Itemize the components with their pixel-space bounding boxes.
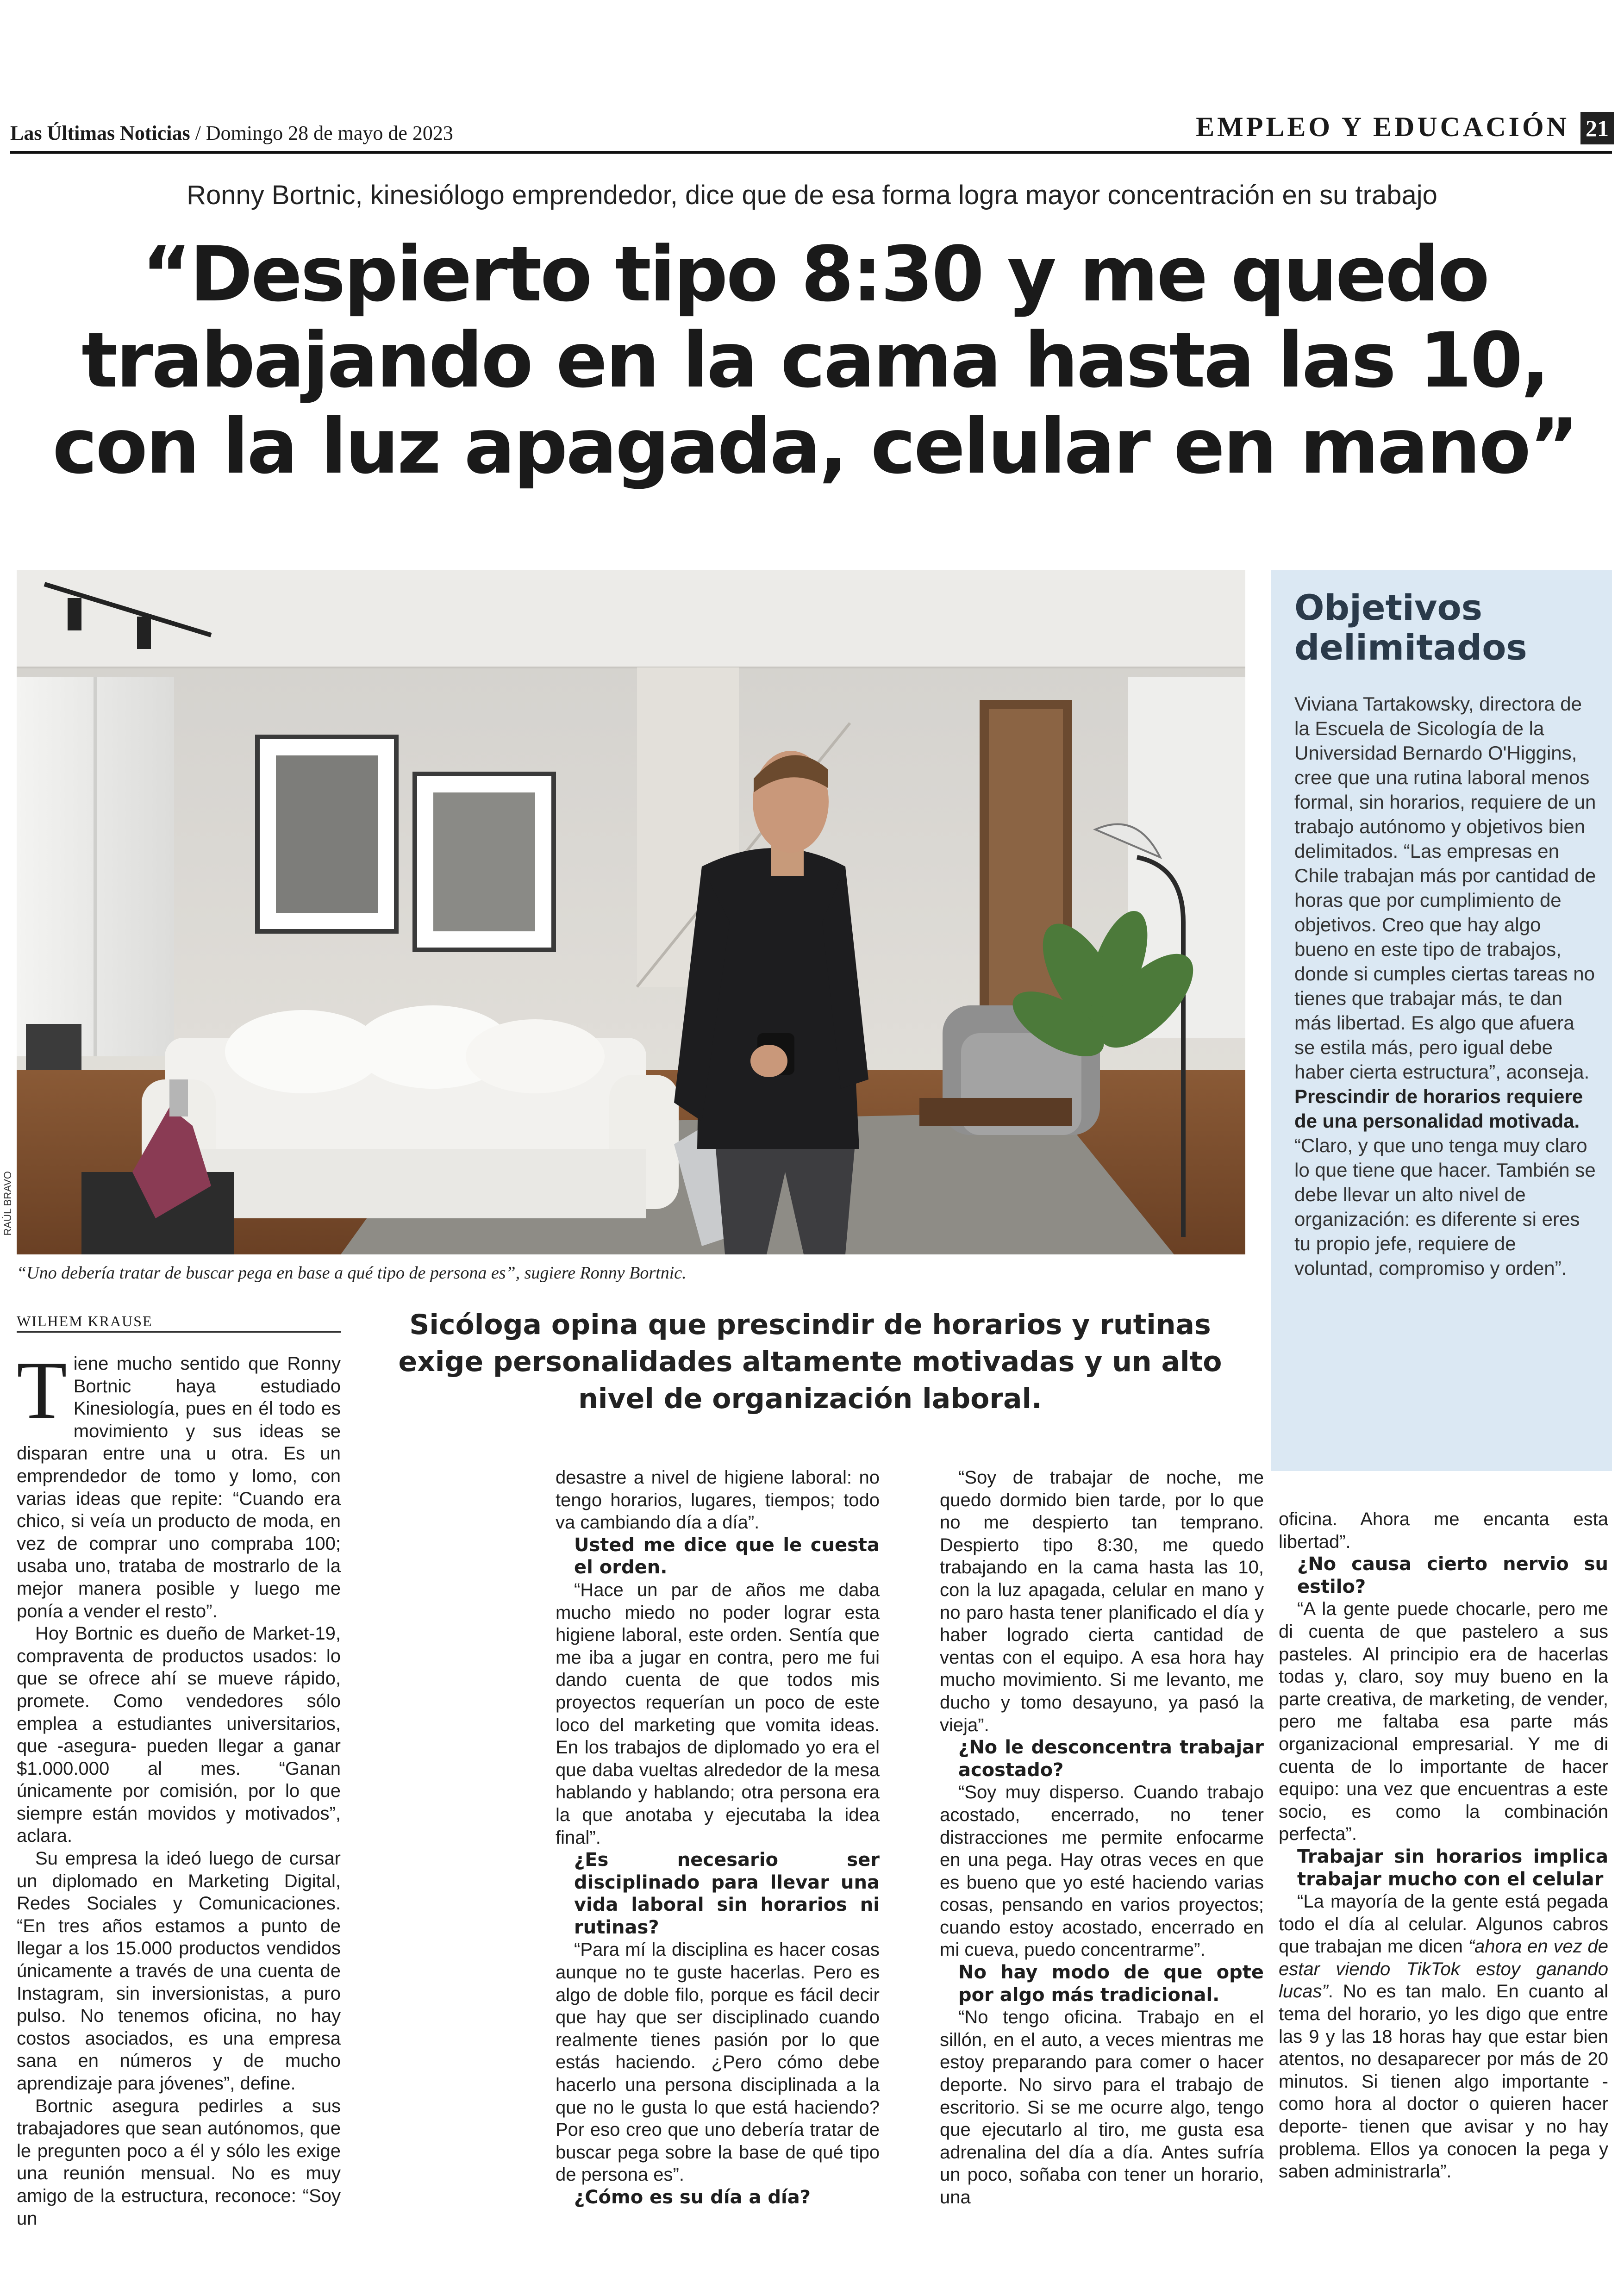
section-name: EMPLEO Y EDUCACIÓN: [1196, 112, 1569, 142]
article-photo: [17, 570, 1245, 1254]
article-paragraph: “La mayoría de la gente está pegada todo el día al celular. Algunos cabros que trabajan me dicen “ahora en vez de estar viendo TikTok estoy ganando lucas”. No es tan malo. En cuanto al tema del horario, yo les digo que entre las 9 y las 18 horas hay que estar bien atentos, no desaparecer por más de 20 minutos. Si tienen algo importante -como hora al doctor o quieren hacer deporte- tienen que avisar y no hay problema. Ellos ya conocen la pega y saben administrarla”.: [1279, 1891, 1608, 2182]
newspaper-name: Las Últimas Noticias: [10, 122, 190, 144]
header-rule: [10, 151, 1612, 154]
interview-question: Usted me dice que le cuesta el orden.: [574, 1534, 880, 1578]
article-column-2: [556, 1466, 880, 2209]
article-paragraph: “A la gente puede chocarle, pero me di cuenta de que pastelero a sus pasteles. Al principio era de hacerlas todas y, claro, soy muy bueno en la parte creativa, de marketing, de vender, pero me faltaba esa parte más organizacional empresarial. Y me di cuenta de lo importante de hacer equipo: una vez que encuentras a este socio, es como la combinación perfecta”.: [1279, 1599, 1608, 1845]
photo-caption: “Uno debería tratar de buscar pega en base a qué tipo de persona es”, sugiere Ronny Bortnic.: [17, 1263, 687, 1283]
sidebar-paragraph: Viviana Tartakowsky, directora de la Escuela de Sicología de la Universidad Bernardo O'Higgins, cree que una rutina laboral menos formal, sin horarios, requiere de un trabajo autónomo y objetivos bien delimitados. “Las empresas en Chile trabajan más por cantidad de horas que por cumplimiento de objetivos. Creo que hay algo bueno en este tipo de trabajos, donde si cumples ciertas tareas no tienes que trabajar más, te dan más libertad. Es algo que afuera se estila más, pero igual debe haber cierta estructura”, aconseja.: [1294, 693, 1596, 1083]
article-paragraph: “Soy de trabajar de noche, me quedo dormido bien tarde, por lo que no me despierto tan temprano. Despierto tipo 8:30, me quedo trabajando en la cama hasta las 10, con la luz apagada, celular en mano y no paro hasta tener planificado el día y haber logrado cierta cantidad de ventas con el equipo. A esa hora hay mucho movimiento. Si me levanto, me ducho y tomo desayuno, ya pasó la vieja”.: [940, 1467, 1264, 1735]
photo-credit: RAÚL BRAVO: [2, 1171, 13, 1236]
byline: WILHEM KRAUSE: [17, 1313, 153, 1329]
article-column-3: [940, 1466, 1264, 2209]
interview-question: ¿Cómo es su día a día?: [574, 2187, 811, 2208]
sidebar-text: [1294, 692, 1600, 1280]
page-number: 21: [1580, 112, 1614, 144]
article-paragraph: “Soy muy disperso. Cuando trabajo acostado, encerrado, no tener distracciones me permite enfocarme en una pega. Hay otras veces en que es bueno que yo esté haciendo varias cosas, pensando en varios proyectos; cuando estoy acostado, encerrado en mi cueva, puedo concentrarme”.: [940, 1782, 1264, 1960]
article-paragraph: Tiene mucho sentido que Ronny Bortnic haya estudiado Kinesiología, pues en él todo es movimiento y sus ideas se disparan entre una u otra. Es un emprendedor de tomo y lomo, con varias ideas que repite: “Cuando era chico, si veía un producto de moda, en vez de comprar uno compraba 100; usaba uno, trataba de mostrarlo de la mejor manera posible y luego me ponía a vender el resto”.: [17, 1344, 341, 1621]
quoted-phrase: “ahora en vez de estar viendo TikTok estoy ganando lucas”: [1279, 1936, 1608, 2002]
interview-question: ¿Es necesario ser disciplinado para llevar una vida laboral sin horarios ni rutinas?: [574, 1849, 880, 1938]
drop-cap: T: [17, 1344, 67, 1436]
article-headline: “Despierto tipo 8:30 y me quedo trabajando en la cama hasta las 10, con la luz apagada, celular en mano”: [52, 230, 1577, 491]
living-room-photo-illustration: [17, 570, 1245, 1254]
sidebar-title: Objetivos delimitados: [1294, 587, 1527, 668]
issue-date: / Domingo 28 de mayo de 2023: [190, 122, 453, 144]
article-paragraph: oficina. Ahora me encanta esta libertad”.: [1279, 1509, 1608, 1552]
interview-question: Trabajar sin horarios implica trabajar mucho con el celular: [1297, 1846, 1608, 1890]
sidebar-subhead: Prescindir de horarios requiere de una personalidad motivada.: [1294, 1085, 1583, 1132]
article-column-1: [17, 1344, 341, 2230]
article-paragraph: “Para mí la disciplina es hacer cosas aunque no te guste hacerlas. Pero es algo de doble filo, porque es fácil decir que hay que ser disciplinado cuando realmente tienes pasión por lo que estás haciendo. ¿Pero cómo debe hacerlo una persona disciplinada a la que no le gusta lo que está haciendo? Por eso creo que uno debería tratar de buscar pega sobre la base de qué tipo de persona es”.: [556, 1940, 880, 2185]
sidebar-paragraph: “Claro, y que uno tenga muy claro lo que tiene que hacer. También se debe llevar un alto nivel de organización: es diferente si eres tu propio jefe, requiere de voluntad, compromiso y orden”.: [1294, 1135, 1596, 1279]
byline-rule: [17, 1331, 341, 1333]
interview-question: ¿No le desconcentra trabajar acostado?: [958, 1737, 1264, 1781]
article-paragraph: “No tengo oficina. Trabajo en el sillón, en el auto, a veces mientras me estoy preparando para comer o hacer deporte. No sirvo para el trabajo de escritorio. Si se me ocurre algo, tengo que ejecutarlo al tiro, me gusta esa adrenalina del día a día. Antes sufría un poco, soñaba con tener un horario, una: [940, 2007, 1264, 2208]
interview-question: ¿No causa cierto nervio su estilo?: [1297, 1553, 1608, 1597]
article-paragraph: Hoy Bortnic es dueño de Market-19, compraventa de productos usados: lo que se ofrece ahí se mueve rápido, promete. Como vendedores sólo emplea a estudiantes universitarios, que -asegura- pueden llegar a ganar $1.000.000 al mes. “Ganan únicamente por comisión, por lo que siempre están movidos y motivados”, aclara.: [17, 1623, 341, 1846]
article-kicker: Ronny Bortnic, kinesiólogo emprendedor, dice que de esa forma logra mayor concentración en su trabajo: [187, 180, 1437, 210]
interview-question: No hay modo de que opte por algo más tradicional.: [958, 1962, 1264, 2006]
masthead: [10, 121, 453, 145]
article-paragraph: “Hace un par de años me daba mucho miedo no poder lograr esta higiene laboral, este orden. Sentía que me iba a jugar en contra, pero me fui dando cuenta de que todos mis proyectos requerían un poco de este loco del marketing que vomita ideas. En los trabajos de diplomado yo era el que daba vueltas alrededor de la mesa hablando y hablando; otra persona era la que anotaba y ejecutaba la idea final”.: [556, 1579, 880, 1848]
article-paragraph: Bortnic asegura pedirles a sus trabajadores que sean autónomos, que le pregunten poco a él y sólo les exige una reunión mensual. No es muy amigo de la estructura, reconoce: “Soy un: [17, 2095, 341, 2229]
pull-quote: Sicóloga opina que prescindir de horarios y rutinas exige personalidades altamente motivadas y un alto nivel de organización laboral.: [398, 1309, 1222, 1415]
article-column-4: [1279, 1508, 1608, 2183]
article-paragraph: Su empresa la ideó luego de cursar un diplomado en Marketing Digital, Redes Sociales y Comunicaciones. “En tres años estamos a punto de llegar a los 15.000 productos vendidos únicamente a través de una cuenta de Instagram, sin inversionistas, a puro pulso. No tenemos oficina, no hay costos asociados, es una empresa sana en números y de mucho aprendizaje para jóvenes”, define.: [17, 1848, 341, 2094]
article-paragraph: desastre a nivel de higiene laboral: no tengo horarios, lugares, tiempos; todo va cambiando día a día”.: [556, 1467, 880, 1533]
